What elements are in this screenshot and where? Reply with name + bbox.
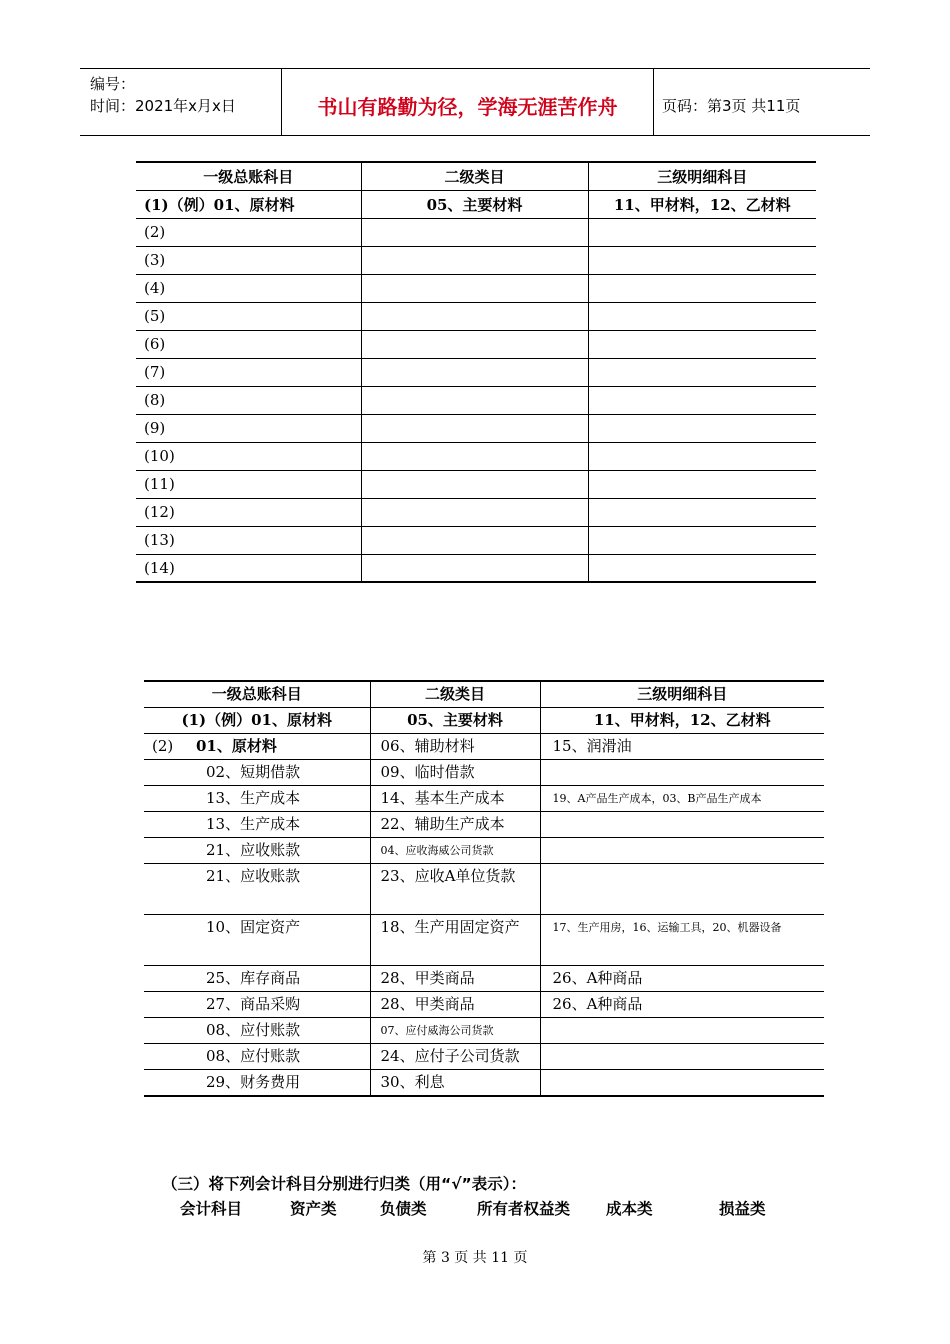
blank-cell[interactable] bbox=[361, 302, 588, 330]
blank-cell[interactable] bbox=[361, 414, 588, 442]
blank-cell[interactable] bbox=[361, 246, 588, 274]
table-row bbox=[144, 1018, 824, 1044]
blank-cell[interactable] bbox=[361, 218, 588, 246]
level3-cell bbox=[540, 1044, 824, 1070]
header-page-info: 页码：第3页 共11页 bbox=[662, 96, 801, 115]
blank-account-table bbox=[136, 161, 816, 583]
table-header-row bbox=[144, 681, 824, 708]
level1-cell: 21、应收账款 bbox=[144, 838, 370, 864]
level1-cell: (2) 01、原材料 bbox=[144, 734, 370, 760]
row-number: (7) bbox=[136, 358, 361, 386]
table-row bbox=[144, 992, 824, 1018]
time-label: 时间：2021年x月x日 bbox=[90, 97, 236, 115]
row-number: (2) bbox=[152, 737, 174, 755]
row-number: (14) bbox=[136, 554, 361, 582]
column-label-profit-loss: 损益类 bbox=[719, 1200, 766, 1218]
column-label-assets: 资产类 bbox=[290, 1200, 337, 1218]
example-row bbox=[136, 190, 816, 218]
level3-cell bbox=[540, 1018, 824, 1044]
level2-cell: 30、利息 bbox=[370, 1070, 540, 1097]
section-title: （三）将下列会计科目分别进行归类（用“√”表示）： bbox=[162, 1175, 526, 1193]
level2-cell: 04、应收海威公司货款 bbox=[370, 838, 540, 864]
example-cell: 05、主要材料 bbox=[370, 708, 540, 734]
level1-cell: 02、短期借款 bbox=[144, 760, 370, 786]
header-cell: 一级总账科目 bbox=[136, 162, 361, 190]
blank-cell[interactable] bbox=[588, 498, 816, 526]
row-number: (10) bbox=[136, 442, 361, 470]
blank-cell[interactable] bbox=[361, 330, 588, 358]
level2-cell: 14、基本生产成本 bbox=[370, 786, 540, 812]
blank-cell[interactable] bbox=[361, 554, 588, 582]
row-number: (6) bbox=[136, 330, 361, 358]
level3-cell: 15、润滑油 bbox=[540, 734, 824, 760]
blank-cell[interactable] bbox=[588, 358, 816, 386]
table-row bbox=[144, 760, 824, 786]
level1-cell: 29、财务费用 bbox=[144, 1070, 370, 1097]
blank-cell[interactable] bbox=[588, 274, 816, 302]
level3-cell bbox=[540, 1070, 824, 1097]
level1-cell: 13、生产成本 bbox=[144, 812, 370, 838]
table-row bbox=[136, 358, 816, 386]
level2-cell: 24、应付子公司货款 bbox=[370, 1044, 540, 1070]
header-meta bbox=[80, 69, 282, 135]
blank-cell[interactable] bbox=[361, 470, 588, 498]
blank-cell[interactable] bbox=[361, 386, 588, 414]
blank-cell[interactable] bbox=[588, 302, 816, 330]
table-row bbox=[144, 864, 824, 915]
header-cell: 二级类目 bbox=[361, 162, 588, 190]
blank-cell[interactable] bbox=[588, 218, 816, 246]
level3-cell bbox=[540, 812, 824, 838]
table-row bbox=[144, 734, 824, 760]
page-header bbox=[80, 68, 870, 136]
level3-cell bbox=[540, 760, 824, 786]
blank-cell[interactable] bbox=[361, 442, 588, 470]
blank-cell[interactable] bbox=[361, 498, 588, 526]
level3-cell: 26、A种商品 bbox=[540, 992, 824, 1018]
blank-cell[interactable] bbox=[588, 442, 816, 470]
example-cell: 11、甲材料，12、乙材料 bbox=[588, 190, 816, 218]
column-label-equity: 所有者权益类 bbox=[477, 1200, 571, 1218]
page-footer: 第 3 页 共 11 页 bbox=[422, 1250, 528, 1266]
level2-cell: 09、临时借款 bbox=[370, 760, 540, 786]
level1-cell: 21、应收账款 bbox=[144, 864, 370, 915]
row-number: (2) bbox=[136, 218, 361, 246]
blank-cell[interactable] bbox=[588, 526, 816, 554]
level1-cell: 10、固定资产 bbox=[144, 915, 370, 966]
level2-cell: 18、生产用固定资产 bbox=[370, 915, 540, 966]
row-number: (4) bbox=[136, 274, 361, 302]
table-row bbox=[136, 414, 816, 442]
blank-cell[interactable] bbox=[588, 470, 816, 498]
table-row bbox=[136, 442, 816, 470]
row-number: (13) bbox=[136, 526, 361, 554]
level1-cell: 08、应付账款 bbox=[144, 1018, 370, 1044]
level3-cell bbox=[540, 864, 824, 915]
table-row bbox=[136, 526, 816, 554]
table-row bbox=[144, 915, 824, 966]
level2-cell: 28、甲类商品 bbox=[370, 966, 540, 992]
row-number: (12) bbox=[136, 498, 361, 526]
table-row bbox=[144, 812, 824, 838]
table-row bbox=[144, 786, 824, 812]
table-row bbox=[144, 838, 824, 864]
column-label-liabilities: 负债类 bbox=[380, 1200, 427, 1218]
header-cell: 三级明细科目 bbox=[540, 681, 824, 708]
table-row bbox=[136, 554, 816, 582]
table-row bbox=[136, 470, 816, 498]
header-motto: 书山有路勤为径，学海无涯苦作舟 bbox=[282, 69, 654, 135]
table-row bbox=[136, 498, 816, 526]
blank-cell[interactable] bbox=[361, 526, 588, 554]
level3-cell: 19、A产品生产成本，03、B产品生产成本 bbox=[540, 786, 824, 812]
blank-cell[interactable] bbox=[361, 274, 588, 302]
table-row bbox=[144, 1070, 824, 1097]
row-number: (11) bbox=[136, 470, 361, 498]
level3-cell: 17、生产用房，16、运输工具，20、机器设备 bbox=[540, 915, 824, 966]
blank-cell[interactable] bbox=[588, 414, 816, 442]
table-row bbox=[136, 274, 816, 302]
example-cell: (1)（例）01、原材料 bbox=[136, 190, 361, 218]
table-row bbox=[144, 966, 824, 992]
table-row bbox=[136, 302, 816, 330]
level2-cell: 06、辅助材料 bbox=[370, 734, 540, 760]
header-cell: 二级类目 bbox=[370, 681, 540, 708]
row-number: (9) bbox=[136, 414, 361, 442]
column-label-cost: 成本类 bbox=[606, 1200, 653, 1218]
level2-cell: 07、应付威海公司货款 bbox=[370, 1018, 540, 1044]
table-row bbox=[136, 330, 816, 358]
level1-cell: 13、生产成本 bbox=[144, 786, 370, 812]
level1-cell: 25、库存商品 bbox=[144, 966, 370, 992]
row-number: (8) bbox=[136, 386, 361, 414]
level2-cell: 28、甲类商品 bbox=[370, 992, 540, 1018]
level3-cell: 26、A种商品 bbox=[540, 966, 824, 992]
blank-cell[interactable] bbox=[588, 554, 816, 582]
blank-cell[interactable] bbox=[588, 386, 816, 414]
blank-cell[interactable] bbox=[361, 358, 588, 386]
level1-cell: 08、应付账款 bbox=[144, 1044, 370, 1070]
table-row bbox=[136, 386, 816, 414]
blank-cell[interactable] bbox=[588, 246, 816, 274]
header-cell: 一级总账科目 bbox=[144, 681, 370, 708]
example-row bbox=[144, 708, 824, 734]
table-header-row bbox=[136, 162, 816, 190]
level3-cell bbox=[540, 838, 824, 864]
row-number: (5) bbox=[136, 302, 361, 330]
example-cell: 05、主要材料 bbox=[361, 190, 588, 218]
table-row bbox=[136, 218, 816, 246]
column-label-account: 会计科目 bbox=[180, 1200, 243, 1218]
table-row bbox=[144, 1044, 824, 1070]
example-cell: 11、甲材料，12、乙材料 bbox=[540, 708, 824, 734]
level2-cell: 22、辅助生产成本 bbox=[370, 812, 540, 838]
level1-cell: 27、商品采购 bbox=[144, 992, 370, 1018]
answer-account-table bbox=[144, 680, 824, 1097]
header-cell: 三级明细科目 bbox=[588, 162, 816, 190]
level2-cell: 23、应收A单位货款 bbox=[370, 864, 540, 915]
table-row bbox=[136, 246, 816, 274]
example-cell: (1)（例）01、原材料 bbox=[144, 708, 370, 734]
row-number: (3) bbox=[136, 246, 361, 274]
blank-cell[interactable] bbox=[588, 330, 816, 358]
number-label: 编号： bbox=[90, 75, 136, 93]
